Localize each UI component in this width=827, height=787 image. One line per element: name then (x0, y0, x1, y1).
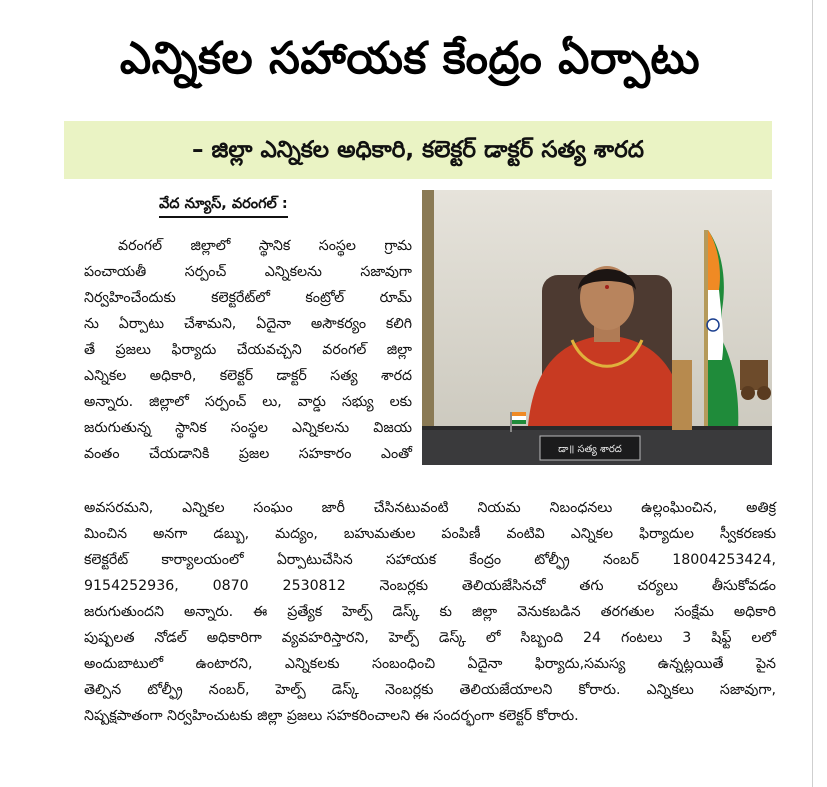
body-line: వరంగల్ జిల్లాలో స్థానిక సంస్థల గ్రామ (118, 238, 412, 254)
body-column (84, 233, 412, 467)
body-line: ఎన్నికల అధికారి, కలెక్టర్ డాక్టర్ సత్య శారద (84, 368, 412, 384)
page-edge-divider (812, 0, 813, 787)
dateline: వేద న్యూస్, వరంగల్ : (159, 193, 288, 218)
collector-photo (422, 190, 772, 465)
headline: ఎన్నికల సహాయక కేంద్రం ఏర్పాటు (119, 33, 701, 84)
subheadline: – జిల్లా ఎన్నికల అధికారి, కలెక్టర్ డాక్టర్ సత్య శారద (192, 137, 644, 163)
body-line: పుష్పలత నోడల్ అధికారిగా వ్యవహరిస్తారని, హెల్ప్ డెస్క్ లో సిబ్బంది 24 గంటలు 3 షిఫ్ట్ లలో (84, 630, 776, 646)
body-line: పంచాయతీ సర్పంచ్ ఎన్నికలను సజావుగా (84, 264, 412, 280)
body-line: తెల్పిన టోల్ఫ్రీ నంబర్, హెల్ప్ డెస్క్ నెంబర్లకు తెలియజేయాలని కోరారు. ఎన్నికలు సజావుగా, (84, 682, 776, 698)
body-line: కలెక్టరేట్ కార్యాలయంలో ఏర్పాటుచేసిన సహాయక కేంద్రం టోల్ఫ్రీ నంబర్ 18004253424, (84, 552, 776, 568)
body-line: మించిన అనగా డబ్బు, మద్యం, బహుమతుల పంపిణీ వంటివి ఎన్నికల ఫిర్యాదుల స్వీకరణకు (84, 526, 776, 542)
body-line: 9154252936, 0870 2530812 నెంబర్లకు తెలియజేసినచో తగు చర్యలు తీసుకోవడం (84, 578, 776, 594)
body-line: తే ప్రజలు ఫిర్యాదు చేయవచ్చని వరంగల్ జిల్లా (84, 342, 412, 358)
body-line: అన్నారు. జిల్లాలో సర్పంచ్ లు, వార్డు సభ్యు లకు (84, 394, 412, 410)
body-line: నిర్వహించేందుకు కలెక్టరేట్‌లో కంట్రోల్ రూమ్ (84, 290, 412, 306)
body-line: నిష్పక్షపాతంగా నిర్వహించుటకు జిల్లా ప్రజలు సహకరించాలని ఈ సందర్భంగా కలెక్టర్ కోరారు. (84, 708, 579, 724)
body-fullwidth (84, 495, 776, 729)
body-line: జరుగుతున్న స్థానిక సంస్థల ఎన్నికలను విజయ (84, 420, 412, 436)
body-line: వంతం చేయడానికి ప్రజల సహకారం ఎంతో (84, 446, 412, 462)
nameplate-text: డా॥ సత్య శారద (558, 444, 622, 455)
body-line: జరుగుతుందని అన్నారు. ఈ ప్రత్యేక హెల్ప్ డెస్క్ కు జిల్లా వెనుకబడిన తరగతుల సంక్షేమ అధికారి (84, 604, 776, 620)
body-line: అవసరమని, ఎన్నికల సంఘం జారీ చేసినటువంటి నియమ నిబంధనలు ఉల్లంఘించిన, అతిక్ర (84, 500, 776, 516)
body-line: అందుబాటులో ఉంటారని, ఎన్నికలకు సంబంధించి ఏదైనా ఫిర్యాదు,సమస్య ఉన్నట్లయితే పైన (84, 656, 776, 672)
body-line: ను ఏర్పాటు చేశామని, ఏదైనా అసౌకర్యం కలిగి (84, 316, 412, 332)
photo-illustration (422, 190, 772, 465)
